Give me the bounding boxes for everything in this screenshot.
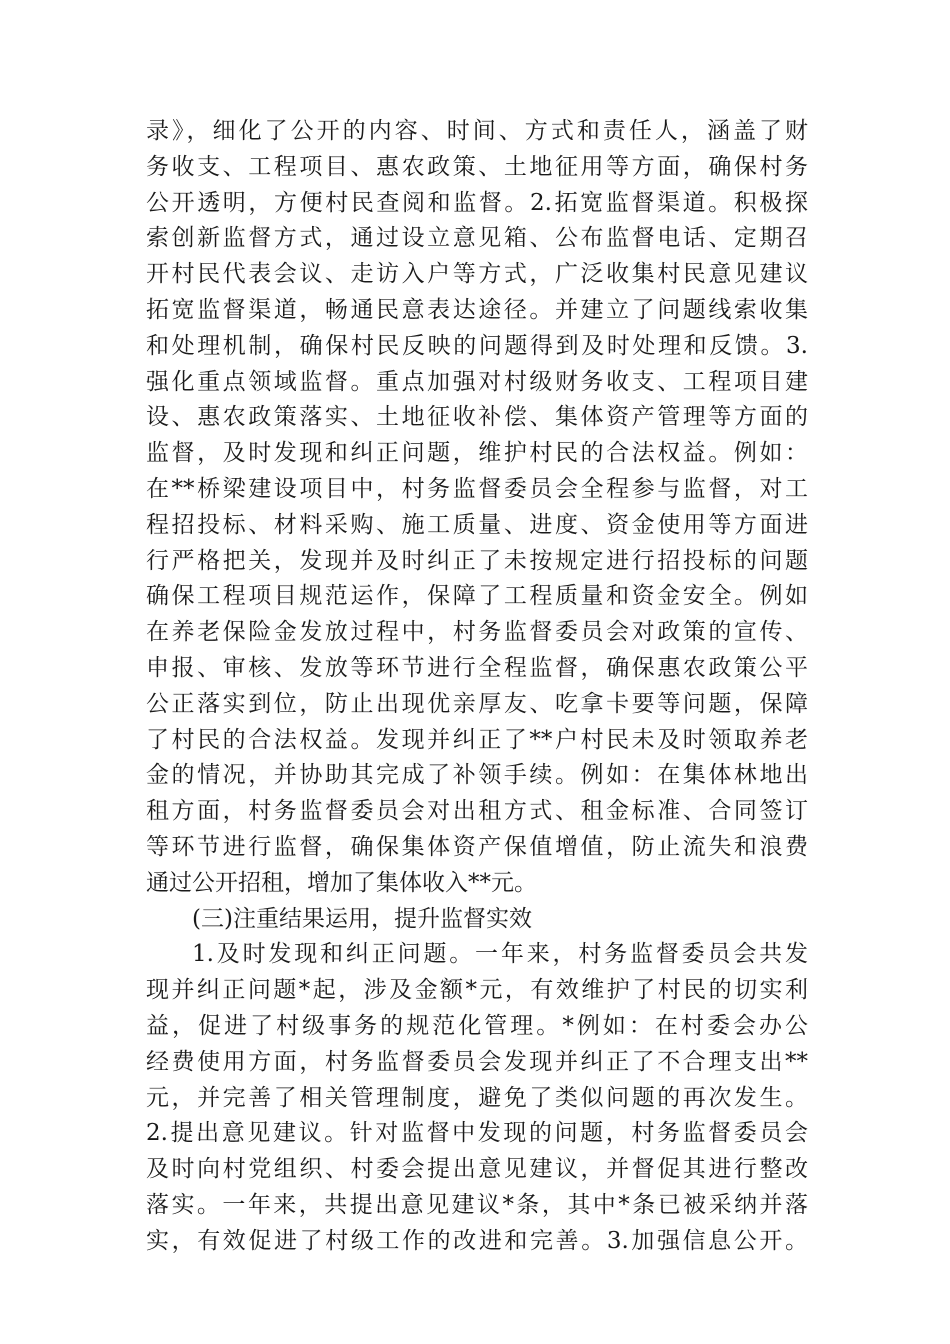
document-body	[146, 114, 808, 1260]
text-line: 设、惠农政策落实、土地征收补偿、集体资产管理等方面的	[146, 404, 808, 431]
text-line: 和处理机制，确保村民反映的问题得到及时处理和反馈。3.	[146, 332, 808, 359]
text-line: 通过公开招租，增加了集体收入**元。	[146, 869, 537, 896]
text-line: 公正落实到位，防止出现优亲厚友、吃拿卡要等问题，保障	[146, 690, 808, 717]
section-heading: (三)注重结果运用，提升监督实效	[192, 905, 532, 932]
text-line: 及时向村党组织、村委会提出意见建议，并督促其进行整改	[146, 1156, 808, 1183]
text-line: 元，并完善了相关管理制度，避免了类似问题的再次发生。	[146, 1084, 808, 1111]
text-line: 现并纠正问题*起，涉及金额*元，有效维护了村民的切实利	[146, 977, 808, 1004]
text-line: 等环节进行监督，确保集体资产保值增值，防止流失和浪费	[146, 833, 808, 860]
text-line: 益，促进了村级事务的规范化管理。*例如：在村委会办公	[146, 1012, 808, 1039]
text-line: 申报、审核、发放等环节进行全程监督，确保惠农政策公平	[146, 654, 808, 681]
text-line: 经费使用方面，村务监督委员会发现并纠正了不合理支出**	[146, 1048, 808, 1075]
text-line: 了村民的合法权益。发现并纠正了**户村民未及时领取养老	[146, 726, 808, 753]
text-line: 落实。一年来，共提出意见建议*条，其中*条已被采纳并落	[146, 1191, 808, 1218]
text-line: 租方面，村务监督委员会对出租方式、租金标准、合同签订	[146, 798, 808, 825]
text-line: 确保工程项目规范运作，保障了工程质量和资金安全。例如	[146, 583, 808, 610]
text-line: 务收支、工程项目、惠农政策、土地征用等方面，确保村务	[146, 153, 808, 180]
text-line: 监督，及时发现和纠正问题，维护村民的合法权益。例如：	[146, 440, 808, 467]
text-line: 开村民代表会议、走访入户等方式，广泛收集村民意见建议	[146, 261, 808, 288]
text-line: 2.提出意见建议。针对监督中发现的问题，村务监督委员会	[146, 1120, 808, 1147]
text-line: 程招投标、材料采购、施工质量、进度、资金使用等方面进	[146, 511, 808, 538]
text-line: 在养老保险金发放过程中，村务监督委员会对政策的宣传、	[146, 619, 808, 646]
text-line: 录》，细化了公开的内容、时间、方式和责任人，涵盖了财	[146, 118, 808, 144]
text-line: 公开透明，方便村民查阅和监督。2.拓宽监督渠道。积极探	[146, 189, 808, 216]
text-line: 拓宽监督渠道，畅通民意表达途径。并建立了问题线索收集	[146, 296, 808, 323]
text-line: 行严格把关，发现并及时纠正了未按规定进行招投标的问题	[146, 547, 808, 574]
text-line: 索创新监督方式，通过设立意见箱、公布监督电话、定期召	[146, 225, 808, 252]
text-line: 1.及时发现和纠正问题。一年来，村务监督委员会共发	[192, 941, 808, 968]
text-line: 在**桥梁建设项目中，村务监督委员会全程参与监督，对工	[146, 475, 808, 502]
text-line: 强化重点领域监督。重点加强对村级财务收支、工程项目建	[146, 368, 808, 395]
text-line: 实，有效促进了村级工作的改进和完善。3.加强信息公开。	[146, 1227, 808, 1254]
text-line: 金的情况，并协助其完成了补领手续。例如：在集体林地出	[146, 762, 808, 789]
